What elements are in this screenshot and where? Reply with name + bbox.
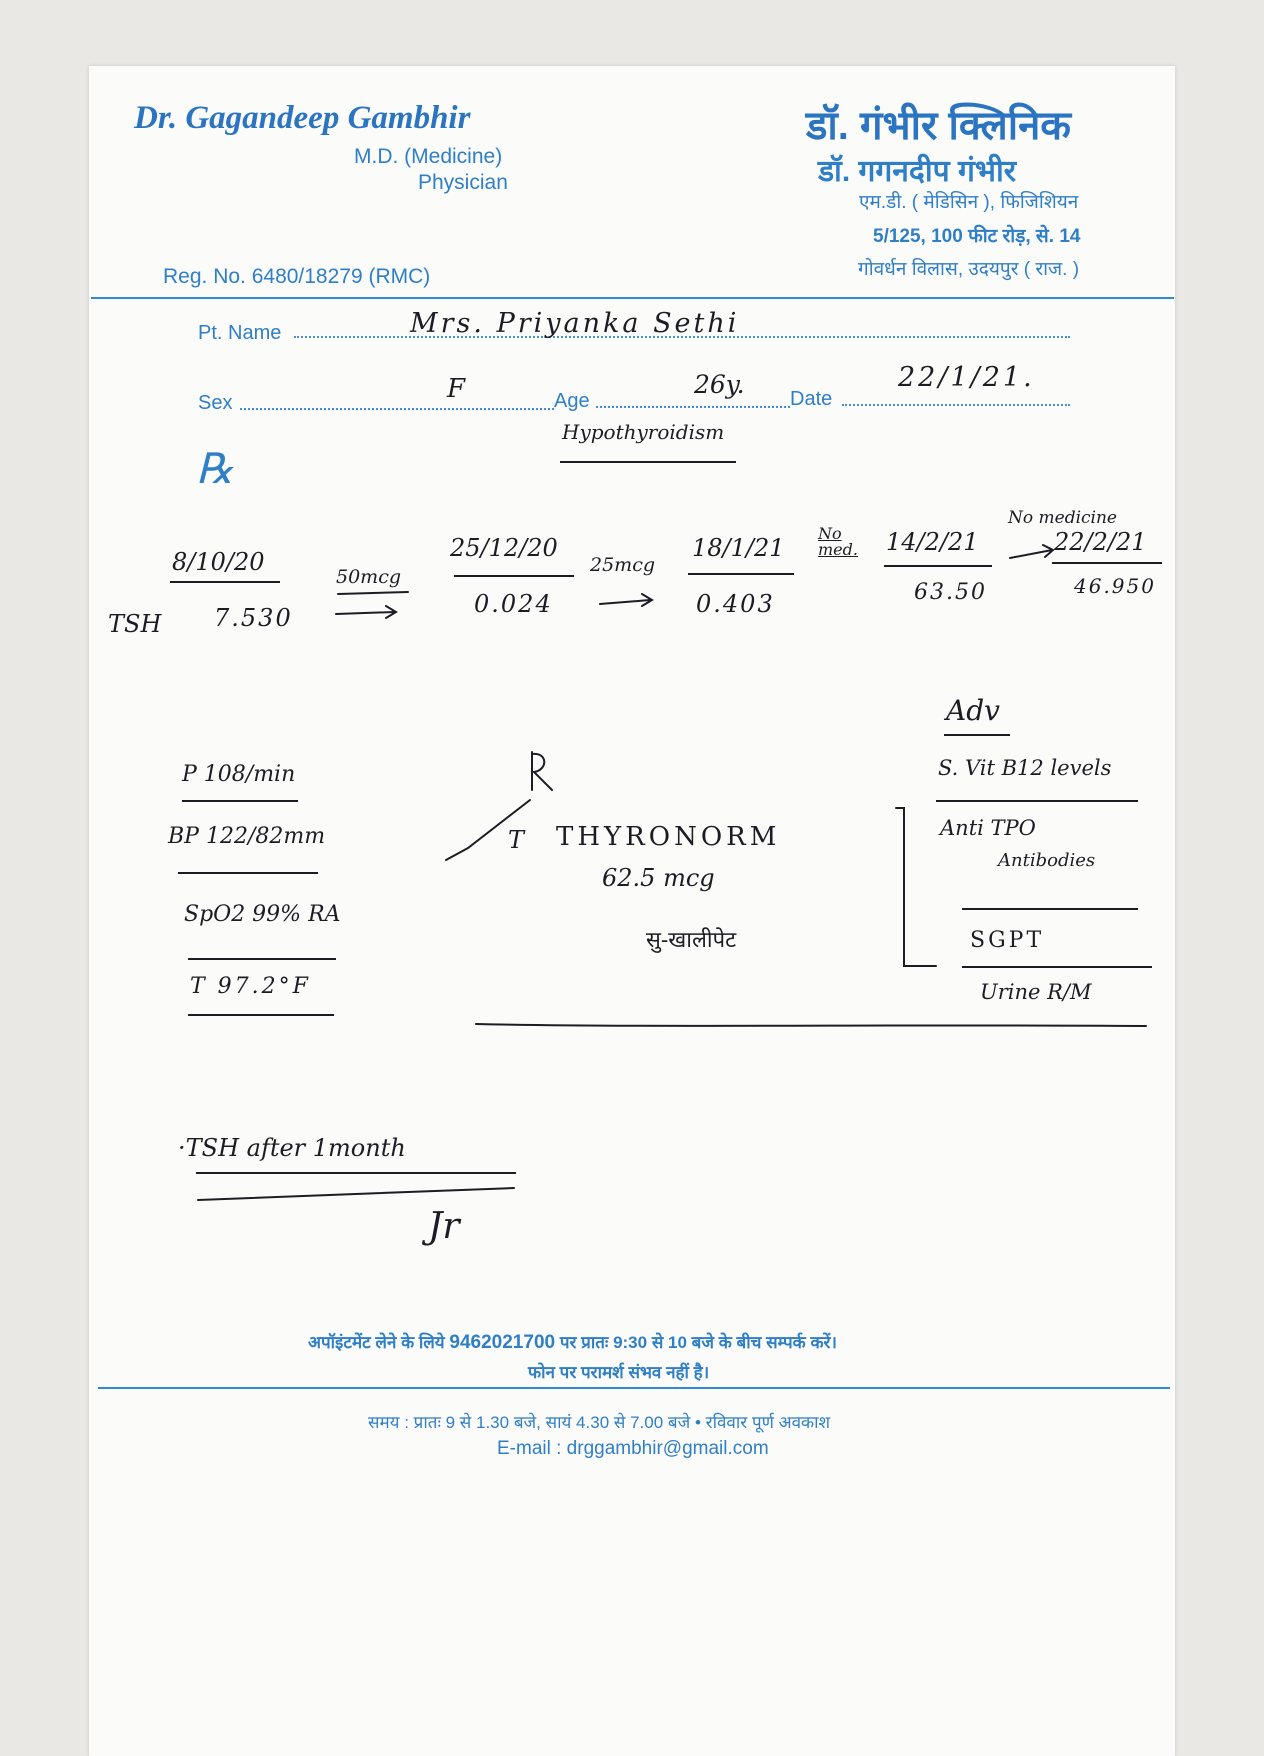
advice-heading: Adv [946,694,1000,727]
clinic-email: E-mail : drggambhir@gmail.com [497,1438,769,1459]
diagnosis-text: Hypothyroidism [562,420,725,444]
tsh-value-2: 0.024 [474,590,553,618]
advice-item-1: S. Vit B12 levels [938,756,1112,780]
clinic-address-line1: 5/125, 100 फीट रोड़, से. 14 [873,226,1081,247]
doctor-degree-en: M.D. (Medicine) [354,145,503,168]
tsh-date-5: 22/2/21 [1054,528,1147,556]
medicine-underline [476,1024,1146,1026]
doctor-degree-hi: एम.डी. ( मेडिसिन ), फिजिशियन [859,192,1079,213]
advice-item-4: SGPT [970,928,1045,953]
appointment-text-pre: अपॉइंटमेंट लेने के लिये [308,1333,445,1352]
doctor-name-en: Dr. Gagandeep Gambhir [134,100,471,136]
followup-underline-1 [196,1172,516,1174]
vital-temp: T 97.2°F [190,974,311,999]
advice-item-3: Antibodies [998,850,1096,871]
tsh-no-med-note: No med. [818,524,858,559]
signature: Jr [428,1206,460,1247]
clinic-name-hi: डॉ. गंभीर क्लिनिक [806,104,1072,148]
advice-heading-underline [944,734,1010,736]
vital-temp-underline [188,1014,334,1016]
age-label: Age [554,390,590,412]
tsh-value-4: 63.50 [914,580,987,605]
vital-pulse: P 108/min [182,762,296,787]
arrow-icon [1010,545,1053,558]
tsh-date-3: 18/1/21 [692,534,785,562]
arrow-icon [600,594,652,606]
vital-spo2-underline [188,958,336,960]
sex-value: F [447,374,466,404]
appointment-line [308,1330,837,1354]
date-label: Date [790,388,833,410]
registration-number: Reg. No. 6480/18279 (RMC) [163,265,431,288]
clinic-address-line2: गोवर्धन विलास, उदयपुर ( राज. ) [858,259,1080,280]
footer-divider [98,1387,1170,1389]
advice-bracket [896,808,936,966]
arrow-icon [336,606,396,618]
vital-bp-underline [178,872,318,874]
doctor-name-hi: डॉ. गगनदीप गंभीर [818,155,1017,188]
tsh-date-2: 25/12/20 [450,534,558,562]
tsh-no-medicine-note: No medicine [1008,508,1117,528]
tsh-date-1: 8/10/20 [172,548,265,576]
rx-symbol: ℞ [196,444,234,493]
medicine-prefix: T [508,826,525,854]
tsh-value-1: 7.530 [214,604,293,632]
advice-item-5: Urine R/M [980,980,1092,1004]
clinic-timing: समय : प्रातः 9 से 1.30 बजे, सायं 4.30 से 7.00 बजे • रविवार पूर्ण अवकाश [368,1413,831,1432]
doctor-title-en: Physician [418,171,508,194]
vital-bp: BP 122/82mm [168,824,326,849]
arrow-icon [338,592,408,594]
advice-item-3-underline [962,908,1138,910]
advice-item-2: Anti TPO [940,816,1036,840]
medicine-instruction: सु-खालीपेट [646,928,737,953]
medicine-name: THYRONORM [556,822,781,852]
rx-r-stroke [532,752,552,790]
vital-spo2: SpO2 99% RA [184,902,341,927]
advice-item-4-underline [962,966,1152,968]
sex-label: Sex [198,392,233,414]
patient-name-label: Pt. Name [198,322,282,344]
tsh-value-3: 0.403 [696,590,775,618]
medicine-dose: 62.5 mcg [602,864,715,892]
followup-note: ·TSH after 1month [178,1134,406,1162]
tsh-dose-2: 25mcg [590,554,655,576]
appointment-text-post: पर प्रातः 9:30 से 10 बजे के बीच सम्पर्क करें। [559,1333,837,1352]
tsh-date-4: 14/2/21 [886,528,979,556]
tsh-value-5: 46.950 [1074,574,1156,598]
tsh-label: TSH [108,610,162,638]
tsh-dose-1: 50mcg [336,566,401,588]
consult-note: फोन पर परामर्श संभव नहीं है। [528,1363,710,1382]
followup-underline-2 [198,1188,514,1200]
appointment-phone: 9462021700 [449,1332,556,1353]
advice-item-1-underline [936,800,1138,802]
vital-pulse-underline [182,800,298,802]
patient-name-value: Mrs. Priyanka Sethi [410,308,740,339]
age-value: 26y. [694,370,745,399]
date-value: 22/1/21. [898,362,1035,393]
